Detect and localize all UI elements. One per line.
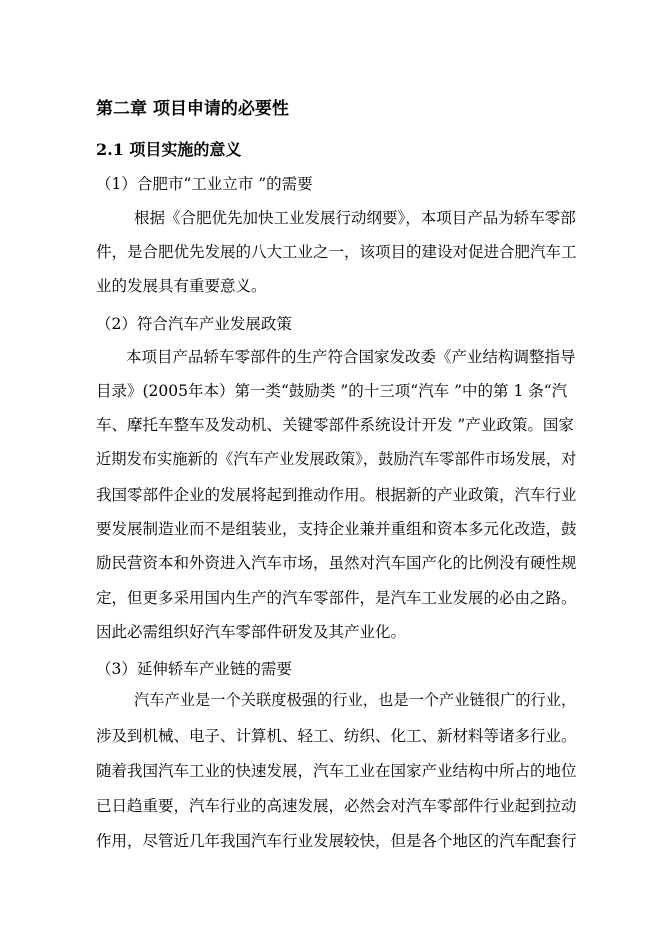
sub1-line-2: 件，是合肥优先发展的八大工业之一，该项目的建设对促进合肥汽车工	[96, 243, 577, 261]
subsection-3-heading: （3）延伸轿车产业链的需要	[96, 660, 292, 678]
sub3-line-1: 汽车产业是一个关联度极强的行业，也是一个产业链很广的行业，	[134, 691, 577, 709]
chapter-title: 第二章 项目申请的必要性	[96, 99, 289, 119]
sub3-line-4: 已日趋重要，汽车行业的高速发展，必然会对汽车零部件行业起到拉动	[96, 797, 577, 815]
sub2-line-5: 我国零部件企业的发展将起到推动作用。根据新的产业政策，汽车行业	[96, 486, 577, 504]
sub3-line-2: 涉及到机械、电子、计算机、轻工、纺织、化工、新材料等诸多行业。	[96, 727, 577, 745]
sub2-line-8: 定，但更多采用国内生产的汽车零部件，是汽车工业发展的必由之路。	[96, 589, 577, 607]
sub2-line-2: 目录》(2005年本）第一类“鼓励类 ”的十三项“汽车 ”中的第 1 条“汽	[96, 382, 568, 400]
sub2-line-6: 要发展制造业而不是组装业，支持企业兼并重组和资本多元化改造，鼓	[96, 520, 577, 538]
sub2-line-1: 本项目产品轿车零部件的生产符合国家发改委《产业结构调整指导	[126, 348, 576, 366]
sub2-line-3: 车、摩托车整车及发动机、关键零部件系统设计开发 ”产业政策。国家	[96, 416, 574, 434]
sub1-line-1: 根据《合肥优先加快工业发展行动纲要》，本项目产品为轿车零部	[134, 209, 576, 227]
sub3-line-3: 随着我国汽车工业的快速发展，汽车工业在国家产业结构中所占的地位	[96, 762, 577, 780]
sub2-line-9: 因此必需组织好汽车零部件研发及其产业化。	[96, 623, 407, 641]
sub3-line-5: 作用，尽管近几年我国汽车行业发展较快，但是各个地区的汽车配套行	[96, 832, 577, 850]
subsection-1-heading: （1）合肥市“工业立市 ”的需要	[96, 175, 313, 193]
section-title: 2.1 项目实施的意义	[96, 140, 242, 159]
subsection-2-heading: （2）符合汽车产业发展政策	[96, 315, 292, 333]
sub2-line-7: 励民营资本和外资进入汽车市场，虽然对汽车国产化的比例没有硬性规	[96, 554, 577, 572]
sub1-line-3: 业的发展具有重要意义。	[96, 277, 267, 295]
sub2-line-4: 近期发布实施新的《汽车产业发展政策》，鼓励汽车零部件市场发展，对	[96, 450, 577, 468]
